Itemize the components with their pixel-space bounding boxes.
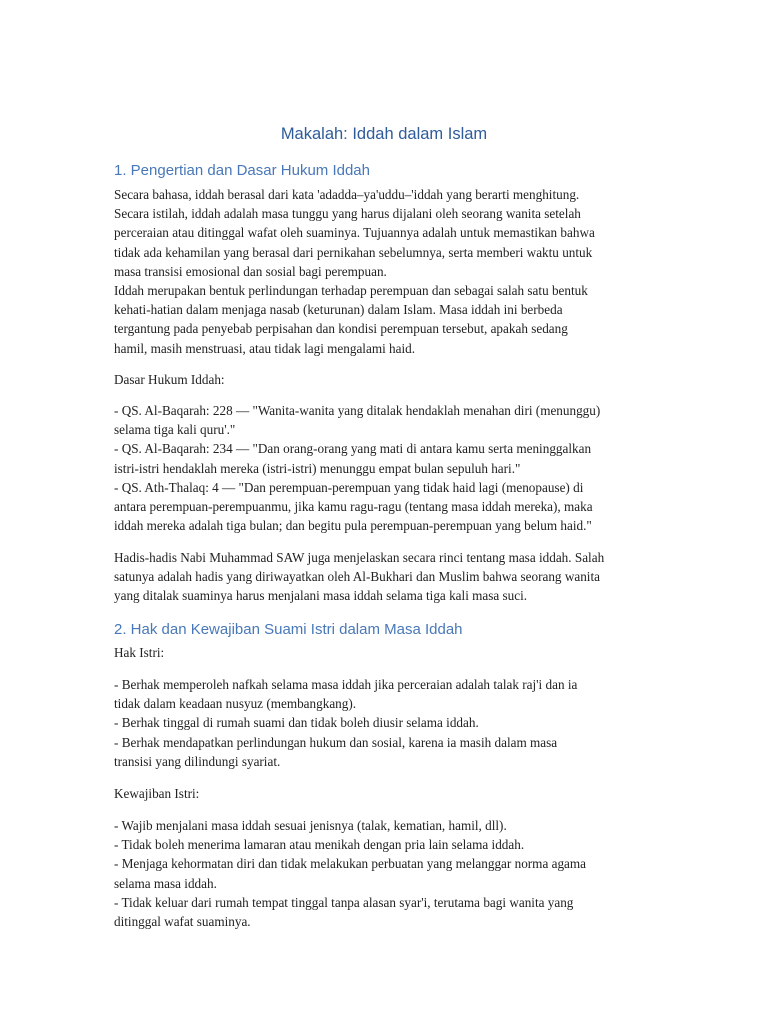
- paragraph-kewajiban-istri-label: Kewajiban Istri:: [114, 786, 200, 801]
- paragraph-dasar-hukum-label: Dasar Hukum Iddah:: [114, 372, 225, 387]
- paragraph-quran-verses: - QS. Al-Baqarah: 228 — "Wanita-wanita yang ditalak hendaklah menahan diri (menunggu) selama tiga kali quru'." - QS. Al-Baqarah: 234 — "Dan orang-orang yang mati di antara kamu serta meninggalkan istri-istri hendaklah mereka (istri-istri) menunggu empat bulan sepuluh hari." - QS. Ath-Thalaq: 4 — "Dan perempuan-perempuan yang tidak haid lagi (menopause) di antara perempuan-perempuanmu, jika kamu ragu-ragu (tentang masa iddah mereka), maka iddah mereka adalah tiga bulan; dan begitu pula perempuan-perempuan yang belum haid.": [114, 403, 601, 534]
- document-title: Makalah: Iddah dalam Islam: [280, 125, 488, 143]
- section-heading-pengertian: 1. Pengertian dan Dasar Hukum Iddah: [114, 162, 370, 179]
- paragraph-hadis: Hadis-hadis Nabi Muhammad SAW juga menjelaskan secara rinci tentang masa iddah. Salah satunya adalah hadis yang diriwayatkan oleh Al-Bukhari dan Muslim bahwa seorang wanita yang ditalak suaminya harus menjalani masa iddah selama tiga kali masa suci.: [114, 550, 605, 604]
- paragraph-definition: Secara bahasa, iddah berasal dari kata 'adadda–ya'uddu–'iddah yang berarti menghitung. Secara istilah, iddah adalah masa tunggu yang harus dijalani oleh seorang wanita setelah perceraian atau ditinggal wafat oleh suaminya. Tujuannya adalah untuk memastikan bahwa tidak ada kehamilan yang berasal dari pernikahan sebelumnya, serta memberi waktu untuk masa transisi emosional dan sosial bagi perempuan. Iddah merupakan bentuk perlindungan terhadap perempuan dan sebagai salah satu bentuk kehati-hatian dalam menjaga nasab (keturunan) dalam Islam. Masa iddah ini berbeda tergantung pada penyebab perpisahan dan kondisi perempuan tersebut, apakah sedang hamil, masih menstruasi, atau tidak lagi mengalami haid.: [114, 187, 595, 356]
- paragraph-hak-istri-list: - Berhak memperoleh nafkah selama masa iddah jika perceraian adalah talak raj'i dan ia tidak dalam keadaan nusyuz (membangkang). - Berhak tinggal di rumah suami dan tidak boleh diusir selama iddah. - Berhak mendapatkan perlindungan hukum dan sosial, karena ia masih dalam masa transisi yang dilindungi syariat.: [114, 677, 578, 769]
- paragraph-kewajiban-istri-list: - Wajib menjalani masa iddah sesuai jenisnya (talak, kematian, hamil, dll). - Tidak boleh menerima lamaran atau menikah dengan pria lain selama iddah. - Menjaga kehormatan diri dan tidak melakukan perbuatan yang melanggar norma agama selama masa iddah. - Tidak keluar dari rumah tempat tinggal tanpa alasan syar'i, terutama bagi wanita yang ditinggal wafat suaminya.: [114, 818, 587, 930]
- section-heading-hak-kewajiban: 2. Hak dan Kewajiban Suami Istri dalam Masa Iddah: [114, 621, 463, 638]
- paragraph-hak-istri-label: Hak Istri:: [114, 645, 165, 660]
